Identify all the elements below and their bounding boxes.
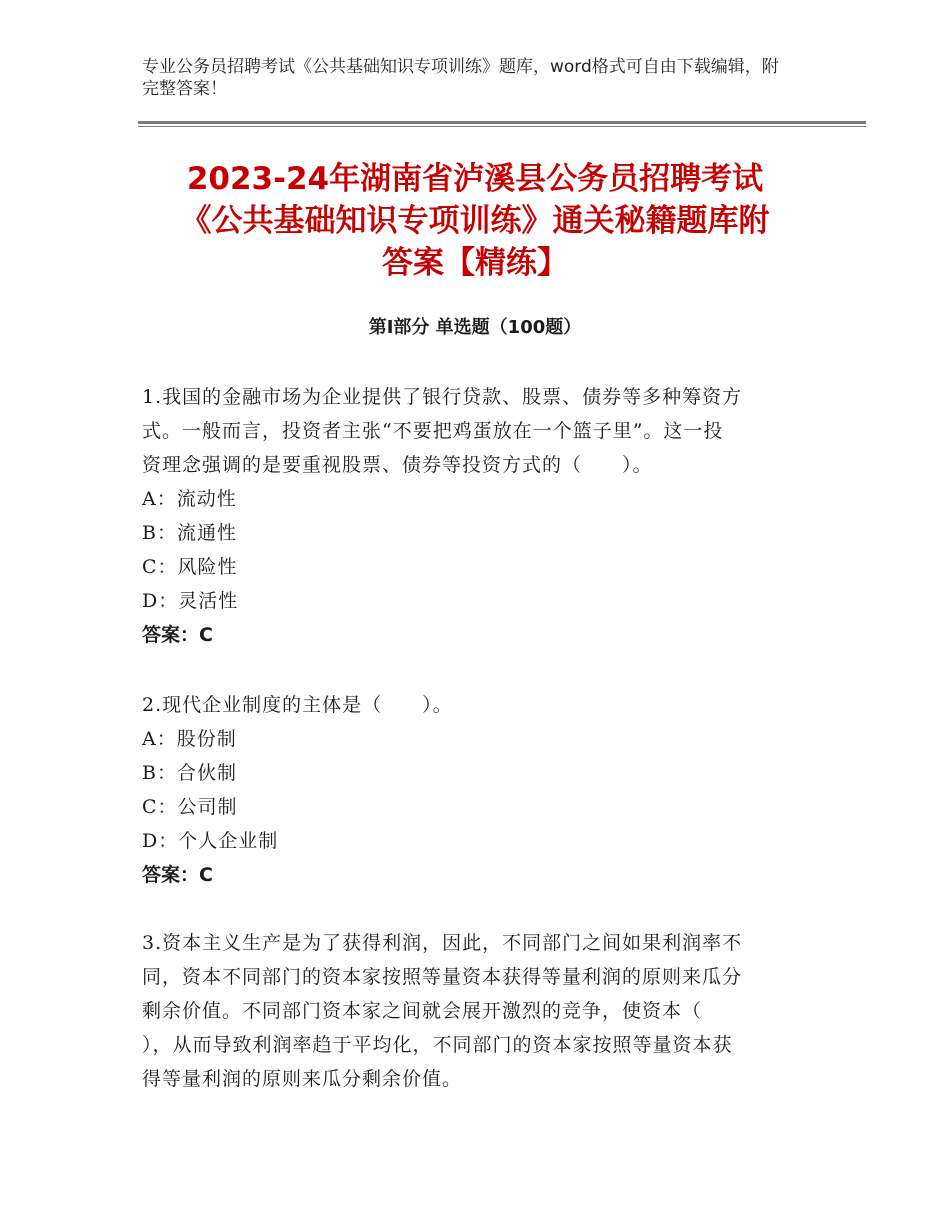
answer: 答案：C [142,624,213,646]
question-text-line: 资理念强调的是要重视股票、债券等投资方式的（ ）。 [142,454,653,476]
section-title: 第Ⅰ部分 单选题（100题） [368,317,582,338]
header-note: 专业公务员招聘考试《公共基础知识专项训练》题库，word格式可自由下载编辑，附完整答案！ [142,57,779,99]
option-d: D：灵活性 [142,590,239,612]
option-b: B：合伙制 [142,762,237,784]
option-b: B：流通性 [142,522,237,544]
option-d: D：个人企业制 [142,830,279,852]
answer: 答案：C [142,864,213,886]
question-text-line: 剩余价值。不同部门资本家之间就会展开激烈的竞争，使资本（ [142,1000,703,1022]
question-text-line: 同，资本不同部门的资本家按照等量资本获得等量利润的原则来瓜分 [142,966,743,988]
header-divider [138,121,866,124]
question-text-line: 得等量利润的原则来瓜分剩余价值。 [142,1068,463,1090]
question-text-line: 式。一般而言，投资者主张“不要把鸡蛋放在一个篮子里”。这一投 [142,420,724,442]
question-1 [142,380,802,652]
question-1-text [142,380,802,482]
option-a: A：流动性 [142,488,237,510]
document-title [140,158,810,284]
question-text-line: 3.资本主义生产是为了获得利润，因此，不同部门之间如果利润率不 [142,932,743,954]
option-c: C：风险性 [142,556,238,578]
title-line-2: 《公共基础知识专项训练》通关秘籍题库附 [180,203,770,239]
option-c: C：公司制 [142,796,238,818]
question-3-text [142,926,802,1096]
title-line-3: 答案【精练】 [382,245,568,281]
option-a: A：股份制 [142,728,237,750]
title-line-1: 2023-24年湖南省泸溪县公务员招聘考试 [186,161,764,197]
question-2 [142,688,802,892]
question-2-text [142,688,802,722]
question-text-line: ），从而导致利润率趋于平均化，不同部门的资本家按照等量资本获 [142,1034,733,1056]
question-3 [142,926,802,1096]
question-text-line: 1.我国的金融市场为企业提供了银行贷款、股票、债券等多种筹资方 [142,386,743,408]
question-text-line: 2.现代企业制度的主体是（ ）。 [142,694,453,716]
header-divider-thin [138,126,866,127]
